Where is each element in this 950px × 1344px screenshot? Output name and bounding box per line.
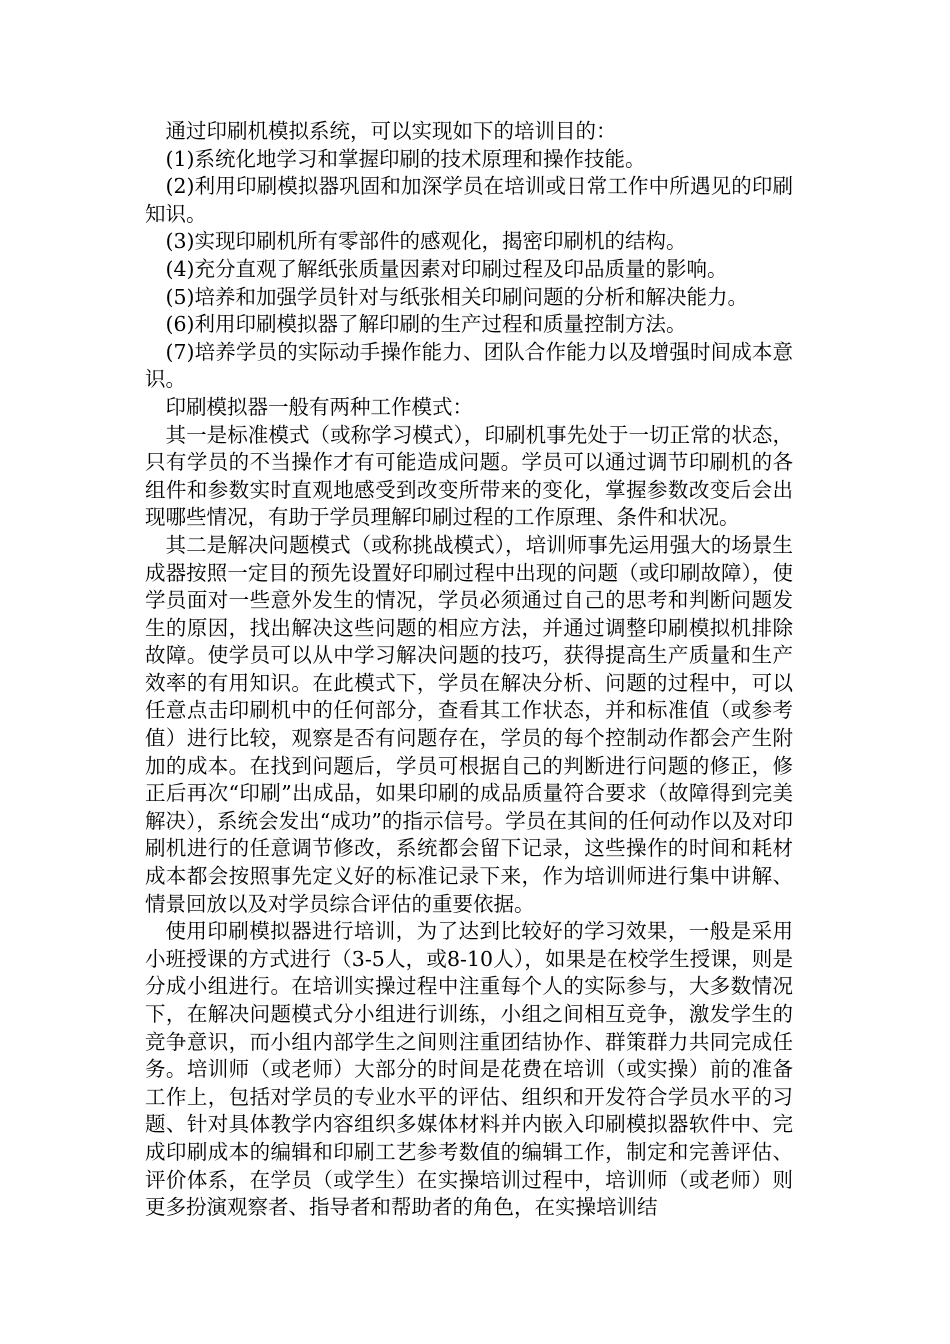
paragraph-goal-5: (5)培养和加强学员针对与纸张相关印刷问题的分析和解决能力。 [165, 284, 749, 309]
paragraph-goal-3: (3)实现印刷机所有零部件的感观化，揭密印刷机的结构。 [165, 229, 687, 254]
paragraph-goal-1: (1)系统化地学习和掌握印刷的技术原理和操作技能。 [165, 146, 646, 171]
paragraph-goal-4: (4)充分直观了解纸张质量因素对印刷过程及印品质量的影响。 [165, 256, 728, 281]
paragraph-training-method: 使用印刷模拟器进行培训，为了达到比较好的学习效果，一般是采用小班授课的方式进行（3-5人，或8-10人），如果是在校学生授课，则是分成小组进行。在培训实操过程中注重每个人的实际参与，大多数情况下，在解决问题模式分小组进行训练，小组之间相互竞争，激发学生的竞争意识，而小组内部学生之间则注重团结协作、群策群力共同完成任务。培训师（或老师）大部分的时间是花费在培训（或实操）前的准备工作上，包括对学员的专业水平的评估、组织和开发符合学员水平的习题、针对具体教学内容组织多媒体材料并内嵌入印刷模拟器软件中、完成印刷成本的编辑和印刷工艺参考数值的编辑工作，制定和完善评估、评价体系，在学员（或学生）在实操培训过程中，培训师（或老师）则更多扮演观察者、指导者和帮助者的角色，在实操培训结 [145, 919, 793, 1220]
paragraph-intro: 通过印刷机模拟系统，可以实现如下的培训目的： [165, 119, 617, 143]
document-page [145, 118, 793, 1222]
paragraph-standard-mode: 其一是标准模式（或称学习模式），印刷机事先处于一切正常的状态，只有学员的不当操作才有可能造成问题。学员可以通过调节印刷机的各组件和参数实时直观地感受到改变所带来的变化，掌握参数改变后会出现哪些情况，有助于学员理解印刷过程的工作原理、条件和状况。 [145, 422, 793, 530]
paragraph-problem-mode: 其二是解决问题模式（或称挑战模式），培训师事先运用强大的场景生成器按照一定目的预先设置好印刷过程中出现的问题（或印刷故障），使学员面对一些意外发生的情况，学员必须通过自己的思考和判断问题发生的原因，找出解决这些问题的相应方法，并通过调整印刷模拟机排除故障。使学员可以从中学习解决问题的技巧，获得提高生产质量和生产效率的有用知识。在此模式下，学员在解决分析、问题的过程中，可以任意点击印刷机中的任何部分，查看其工作状态，并和标准值（或参考值）进行比较，观察是否有问题存在，学员的每个控制动作都会产生附加的成本。在找到问题后，学员可根据自己的判断进行问题的修正，修正后再次“印刷”出成品，如果印刷的成品质量符合要求（故障得到完美解决），系统会发出“成功”的指示信号。学员在其间的任何动作以及对印刷机进行的任意调节修改，系统都会留下记录，这些操作的时间和耗材成本都会按照事先定义好的标准记录下来，作为培训师进行集中讲解、情景回放以及对学员综合评估的重要依据。 [145, 532, 793, 916]
paragraph-goal-7: (7)培养学员的实际动手操作能力、团队合作能力以及增强时间成本意识。 [145, 339, 793, 392]
paragraph-goal-6: (6)利用印刷模拟器了解印刷的生产过程和质量控制方法。 [165, 312, 687, 337]
paragraph-goal-2: (2)利用印刷模拟器巩固和加深学员在培训或日常工作中所遇见的印刷知识。 [145, 174, 793, 226]
paragraph-modes-intro: 印刷模拟器一般有两种工作模式： [165, 394, 473, 419]
